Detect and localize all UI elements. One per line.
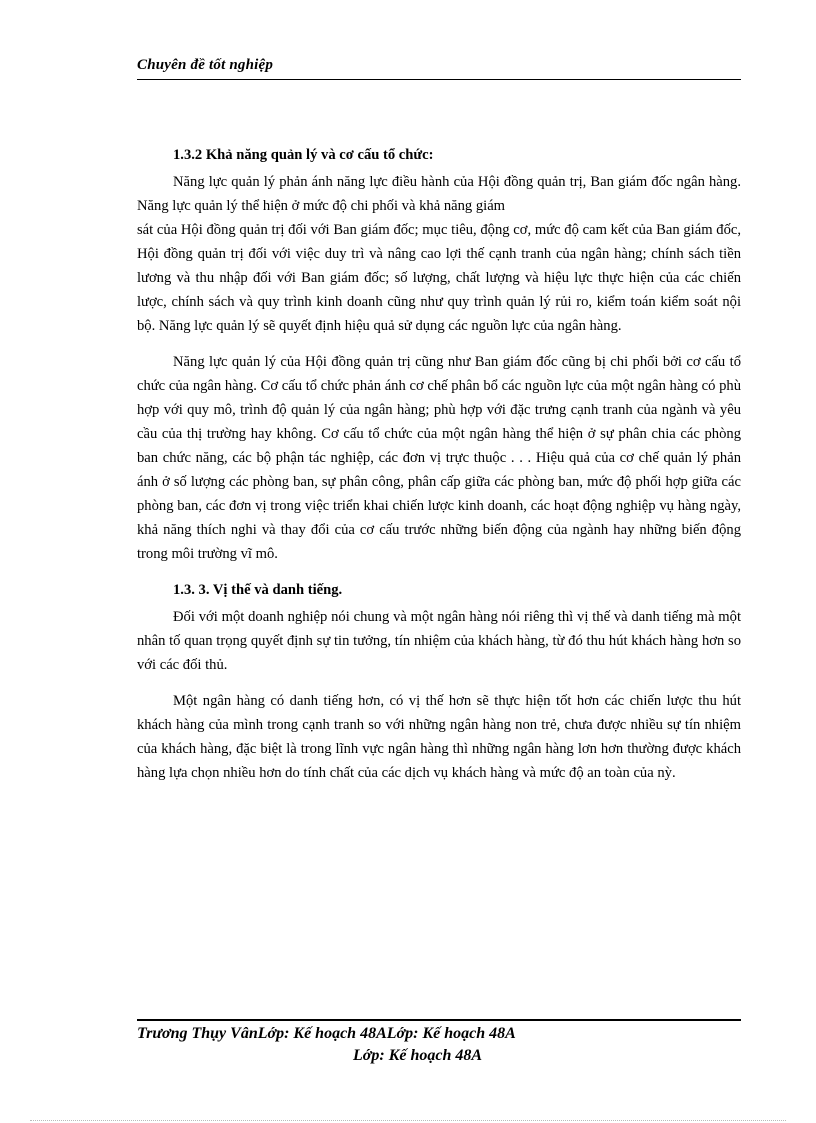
paragraph: Đối với một doanh nghiệp nói chung và một ngân hàng nói riêng thì vị thế và danh tiếng mà một nhân tố quan trọng quyết định sự tin tưởng, tín nhiệm của khách hàng, từ đó thu hút khách hàng hơn so với các đối thủ.: [137, 609, 741, 673]
paragraph: Một ngân hàng có danh tiếng hơn, có vị thế hơn sẽ thực hiện tốt hơn các chiến lược thu hút khách hàng của mình trong cạnh tranh so với những ngân hàng non trẻ, chưa được nhiều sự tín nhiệm của khách hàng, đặc biệt là trong lĩnh vực ngân hàng thì những ngân hàng lơn hơn thường được khách hàng lựa chọn nhiều hơn do tính chất của các dịch vụ khách hàng và mức độ an toàn của nỳ.: [137, 693, 741, 781]
footer-rule: [137, 1019, 741, 1021]
page-bottom-border: [30, 1120, 786, 1121]
paragraph: Năng lực quản lý của Hội đồng quản trị cũng như Ban giám đốc cũng bị chi phối bởi cơ cấu tổ chức của ngân hàng. Cơ cấu tổ chức phản ánh cơ chế phân bổ các nguồn lực của một ngân hàng có phù hợp với quy mô, trình độ quản lý của ngân hàng; phù hợp với đặc trưng cạnh tranh của ngành và yêu cầu của thị trường hay không. Cơ cấu tổ chức của một ngân hàng thể hiện ở sự phân chia các phòng ban chức năng, các bộ phận tác nghiệp, các đơn vị trực thuộc . . . Hiệu quả của cơ chế quản lý phản ánh ở số lượng các phòng ban, sự phân công, phân cấp giữa các phòng ban, mức độ phối hợp giữa các phòng ban, các đơn vị trong việc triển khai chiến lược kinh doanh, các hoạt động nghiệp vụ hàng ngày, khả năng thích nghi và thay đổi của cơ cấu trước những biến động của ngành hay những biến động trong môi trường vĩ mô.: [137, 354, 741, 562]
header-rule: [137, 79, 741, 80]
section-heading: 1.3. 3. Vị thế và danh tiếng.: [173, 582, 343, 598]
footer-author: Trương Thụy VânLớp: Kế hoạch 48ALớp: Kế hoạch 48A: [137, 1025, 516, 1042]
page-header-title: Chuyên đề tốt nghiệp: [137, 57, 274, 73]
section-heading: 1.3.2 Khả năng quản lý và cơ cấu tổ chức:: [173, 147, 434, 163]
document-body: [137, 143, 741, 785]
footer-class: Lớp: Kế hoạch 48A: [353, 1047, 483, 1064]
paragraph: Năng lực quản lý phản ánh năng lực điều hành của Hội đồng quản trị, Ban giám đốc ngân hàng. Năng lực quản lý thể hiện ở mức độ chi phối và khả năng giám: [137, 174, 741, 214]
paragraph-continuation: sát của Hội đồng quản trị đối với Ban giám đốc; mục tiêu, động cơ, mức độ cam kết của Ban giám đốc, Hội đồng quản trị đối với việc duy trì và nâng cao lợi thế cạnh tranh của ngân hàng; chính sách tiền lương và thu nhập đối với Ban giám đốc; số lượng, chất lượng và hiệu lực thực hiện của các chiến lược, chính sách và quy trình kinh doanh cũng như quy trình quản lý rủi ro, kiểm toán kiểm soát nội bộ. Năng lực quản lý sẽ quyết định hiệu quả sử dụng các nguồn lực của ngân hàng.: [137, 222, 741, 334]
